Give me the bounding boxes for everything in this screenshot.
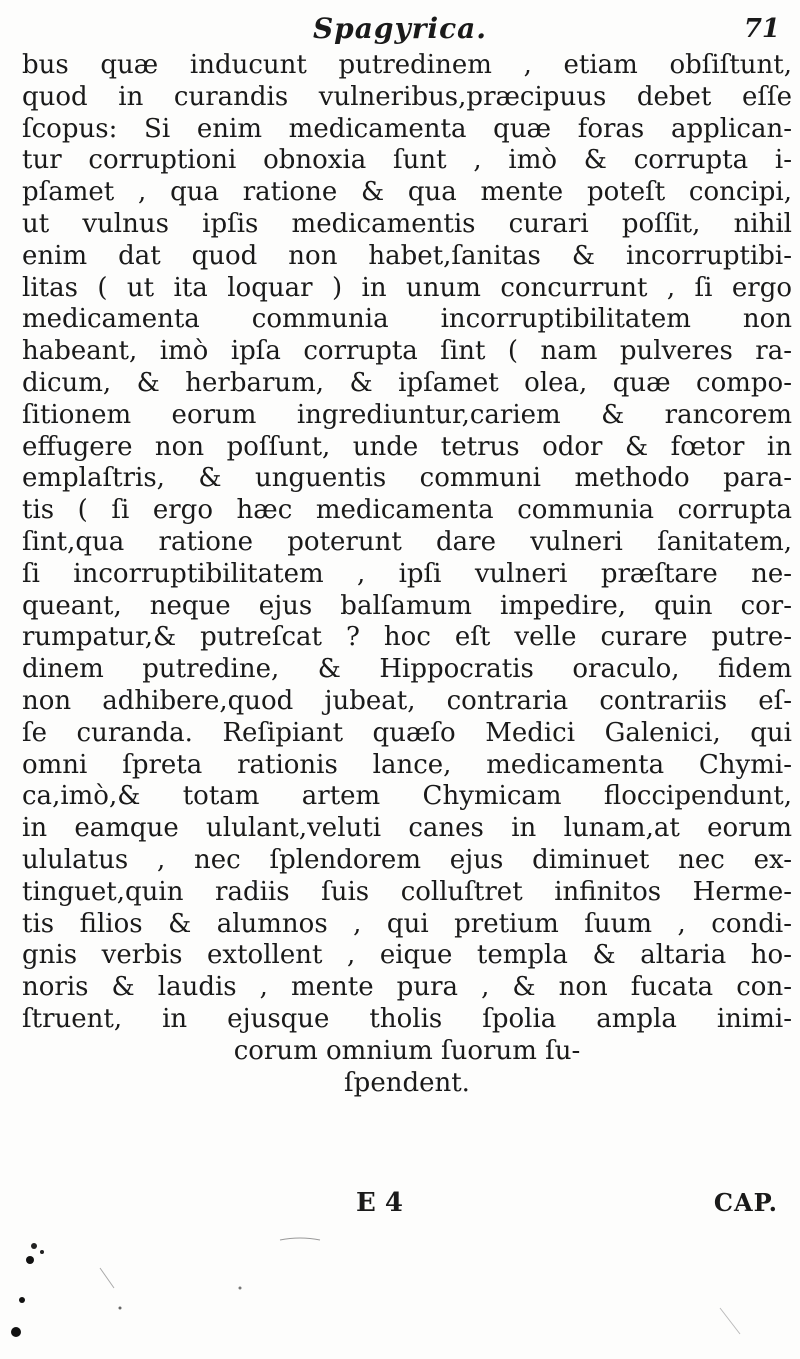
- running-title: Spagyrica.: [312, 12, 488, 45]
- text-line: emplaſtris, & unguentis communi methodo para-: [22, 463, 792, 494]
- text-line: ululatus , nec ſplendorem ejus diminuet nec ex-: [22, 844, 792, 875]
- ink-speck: [119, 1307, 122, 1310]
- text-line: ſi incorruptibilitatem , ipſi vulneri præſtare ne-: [22, 558, 792, 589]
- page-number: 71: [743, 14, 780, 44]
- text-line: ut vulnus ipſis medicamentis curari poſſit, nihil: [22, 208, 792, 239]
- text-line: habeant, imò ipſa corrupta ſint ( nam pulveres ra-: [22, 336, 792, 367]
- text-line: tis filios & alumnos , qui pretium ſuum , condi-: [22, 908, 792, 939]
- text-line: ſe curanda. Reſipiant quæſo Medici Galenici, qui: [22, 717, 792, 748]
- ink-speck: [19, 1297, 25, 1303]
- page-footer: [0, 1188, 800, 1228]
- text-line: ſint,qua ratione poterunt dare vulneri ſanitatem,: [22, 526, 792, 557]
- text-line: tinguet,quin radiis ſuis colluſtret infinitos Herme-: [22, 876, 792, 907]
- text-line: in eamque ululant,veluti canes in lunam,at eorum: [22, 813, 792, 844]
- text-line: bus quæ inducunt putredinem , etiam obſiſtunt,: [22, 50, 792, 80]
- text-line: tur corruptioni obnoxia ſunt , imò & corrupta i-: [22, 145, 792, 176]
- catchword: CAP.: [713, 1188, 778, 1217]
- paper-mark: [280, 1238, 320, 1240]
- ink-speck: [26, 1256, 34, 1264]
- text-line: litas ( ut ita loquar ) in unum concurrunt , ſi ergo: [22, 272, 792, 303]
- text-line: rumpatur,& putreſcat ? hoc eſt velle curare putre-: [22, 622, 792, 653]
- text-line: ſitionem eorum ingrediuntur,cariem & rancorem: [22, 399, 792, 430]
- text-line: effugere non poſſunt, unde tetrus odor & fœtor in: [22, 431, 792, 462]
- paper-mark: [720, 1308, 740, 1334]
- text-line: medicamenta communia incorruptibilitatem non: [22, 304, 792, 335]
- text-line: pſamet , qua ratione & qua mente poteſt concipi,: [22, 177, 792, 208]
- text-line: dicum, & herbarum, & ipſamet olea, quæ compo-: [22, 367, 792, 398]
- text-line: ca,imò,& totam artem Chymicam floccipendunt,: [22, 781, 792, 812]
- signature-mark: E 4: [356, 1188, 403, 1218]
- running-head: [0, 12, 800, 52]
- text-line: ſtruent, in ejusque tholis ſpolia ampla inimi-: [22, 1003, 792, 1034]
- ink-speck: [40, 1250, 44, 1254]
- text-line: dinem putredine, & Hippocratis oraculo, fidem: [22, 654, 792, 685]
- text-line: ſcopus: Si enim medicamenta quæ foras applican-: [22, 113, 792, 144]
- text-line: tis ( ſi ergo hæc medicamenta communia corrupta: [22, 495, 792, 526]
- text-line: noris & laudis , mente pura , & non fucata con-: [22, 972, 792, 1003]
- text-line: ſpendent.: [344, 1067, 470, 1098]
- ink-speck: [31, 1243, 37, 1249]
- text-line: quod in curandis vulneribus,præcipuus debet eſſe: [22, 81, 792, 112]
- paper-specks: [0, 1228, 800, 1359]
- text-line: non adhibere,quod jubeat, contraria contrariis eſ-: [22, 685, 792, 716]
- text-line: enim dat quod non habet,ſanitas & incorruptibi-: [22, 240, 792, 271]
- paper-mark: [100, 1268, 114, 1288]
- text-line: queant, neque ejus balſamum impedire, quin cor-: [22, 590, 792, 621]
- text-line: corum omnium ſuorum ſu-: [233, 1035, 581, 1066]
- text-line: gnis verbis extollent , eique templa & altaria ho-: [22, 940, 792, 971]
- ink-speck: [11, 1327, 21, 1337]
- ink-speck: [239, 1287, 242, 1290]
- text-line: omni ſpreta rationis lance, medicamenta Chymi-: [22, 749, 792, 780]
- body-text: [22, 50, 792, 1099]
